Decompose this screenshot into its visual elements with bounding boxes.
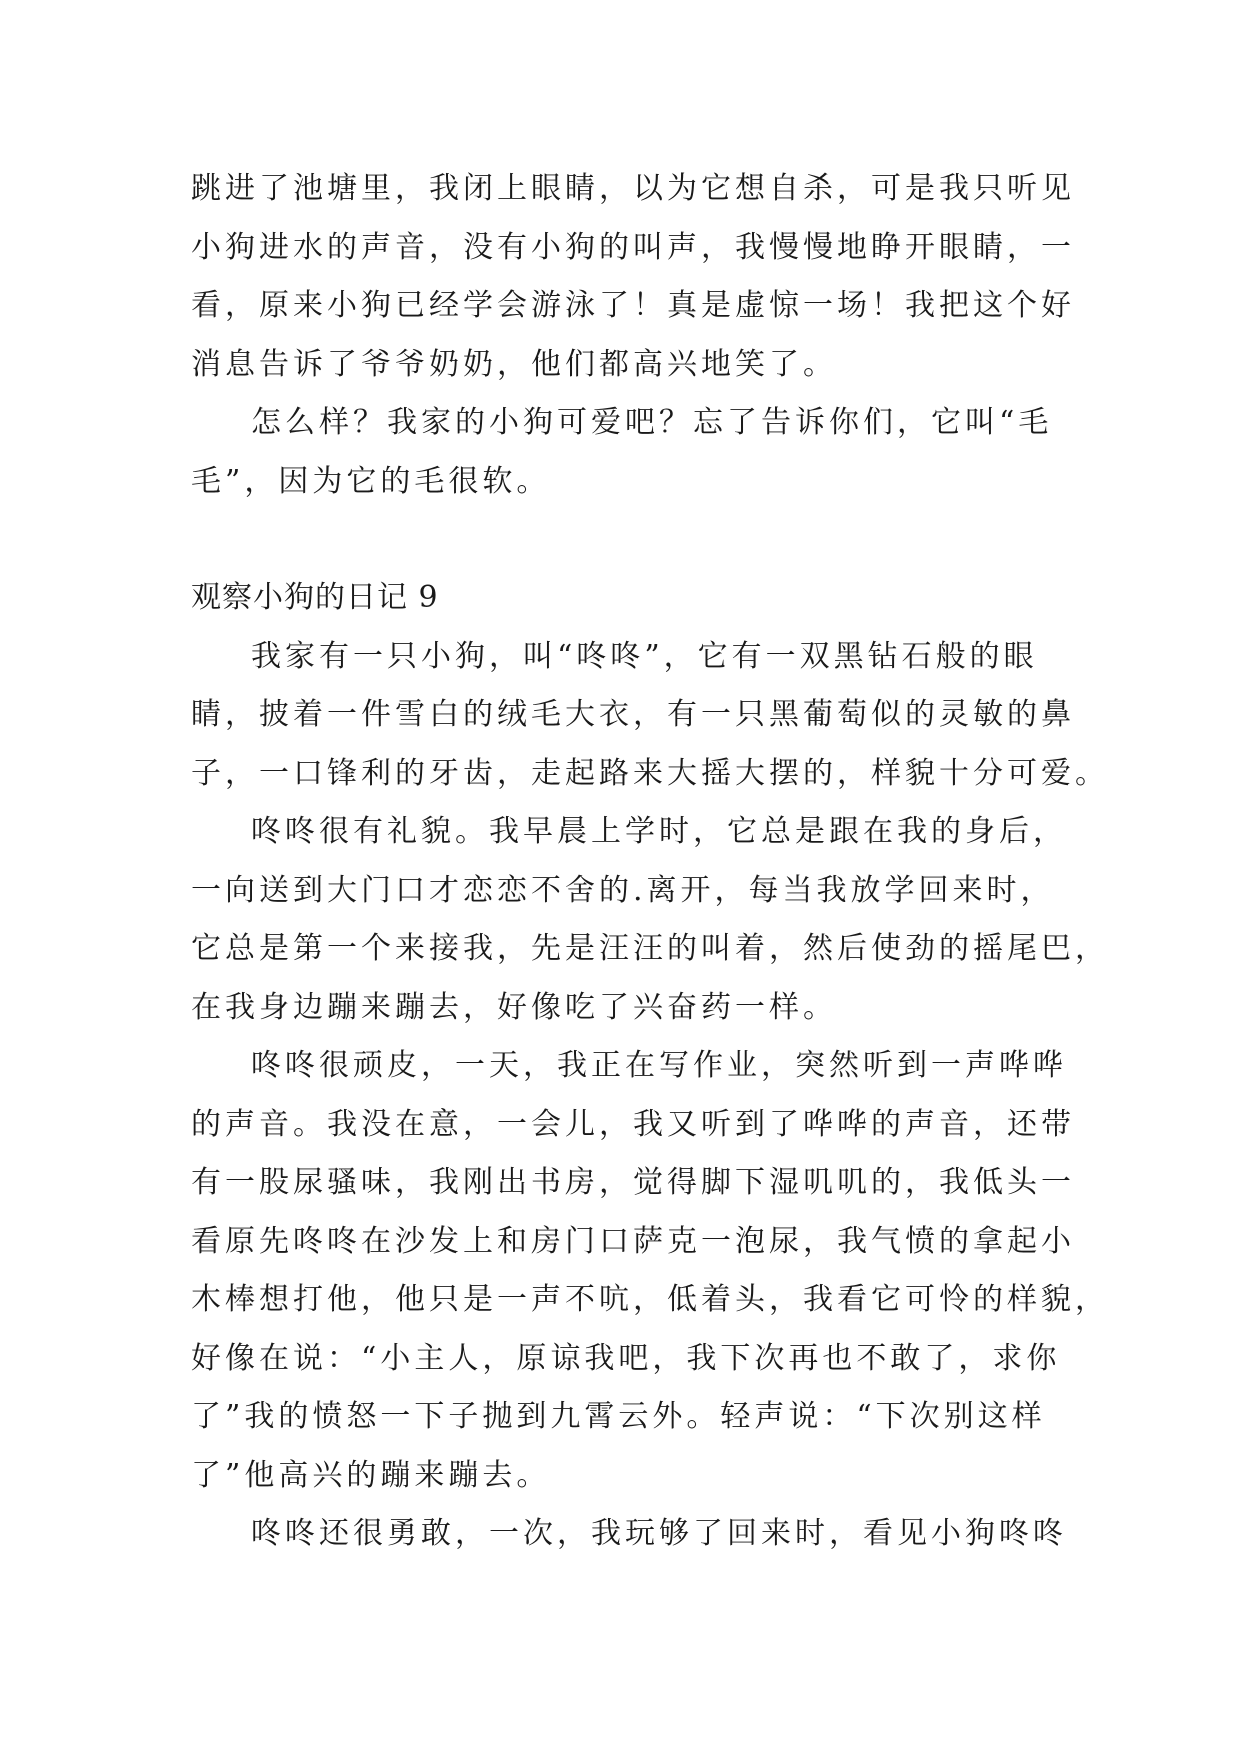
text-line: 跳进了池塘里，我闭上眼睛，以为它想自杀，可是我只听见 <box>191 171 1075 206</box>
text-line: 子，一口锋利的牙齿，走起路来大摇大摆的，样貌十分可爱。 <box>191 755 1109 791</box>
text-line: 我家有一只小狗，叫“咚咚”，它有一双黑钻石般的眼 <box>251 638 1038 674</box>
paragraph-dongdong-naughty <box>191 1037 1109 1505</box>
text-line: 咚咚还很勇敢，一次，我玩够了回来时，看见小狗咚咚 <box>251 1516 1067 1551</box>
paragraph-dongdong-polite <box>191 803 1109 1037</box>
text-line: 毛”，因为它的毛很软。 <box>191 463 551 499</box>
document-page <box>191 160 1109 1564</box>
paragraph-dongdong-intro <box>191 628 1109 804</box>
text-line: 睛，披着一件雪白的绒毛大衣，有一只黑葡萄似的灵敏的鼻 <box>191 697 1075 732</box>
text-line: 的声音。我没在意，一会儿，我又听到了哗哗的声音，还带 <box>191 1106 1075 1142</box>
text-line: 在我身边蹦来蹦去，好像吃了兴奋药一样。 <box>191 989 837 1025</box>
text-line: 有一股尿骚味，我刚出书房，觉得脚下湿叽叽的，我低头一 <box>191 1165 1075 1200</box>
text-line: 怎么样？我家的小狗可爱吧？忘了告诉你们，它叫“毛 <box>251 405 1053 440</box>
text-line: 咚咚很有礼貌。我早晨上学时，它总是跟在我的身后， <box>251 814 1067 849</box>
text-line: 消息告诉了爷爷奶奶，他们都高兴地笑了。 <box>191 346 837 382</box>
paragraph-dongdong-brave <box>191 1505 1067 1564</box>
text-line: 看原先咚咚在沙发上和房门口萨克一泡尿，我气愤的拿起小 <box>191 1223 1075 1259</box>
text-line: 咚咚很顽皮，一天，我正在写作业，突然听到一声哗哗 <box>251 1048 1067 1083</box>
text-line: 了”他高兴的蹦来蹦去。 <box>191 1457 551 1493</box>
text-line: 木棒想打他，他只是一声不吭，低着头，我看它可怜的样貌， <box>191 1282 1109 1317</box>
section-title: 观察小狗的日记 9 <box>191 580 439 615</box>
paragraph-maomao <box>191 394 1053 511</box>
text-line: 小狗进水的声音，没有小狗的叫声，我慢慢地睁开眼睛，一 <box>191 229 1075 265</box>
text-line: 好像在说：“小主人，原谅我吧，我下次再也不敢了，求你 <box>191 1340 1061 1376</box>
section-gap <box>191 511 1053 569</box>
paragraph-pond <box>191 160 1075 394</box>
text-line: 了”我的愤怒一下子抛到九霄云外。轻声说：“下次别这样 <box>191 1399 1046 1434</box>
text-line: 一向送到大门口才恋恋不舍的.离开，每当我放学回来时， <box>191 872 1055 908</box>
text-line: 它总是第一个来接我，先是汪汪的叫着，然后使劲的摇尾巴， <box>191 931 1109 966</box>
text-line: 看，原来小狗已经学会游泳了！真是虚惊一场！我把这个好 <box>191 288 1075 323</box>
